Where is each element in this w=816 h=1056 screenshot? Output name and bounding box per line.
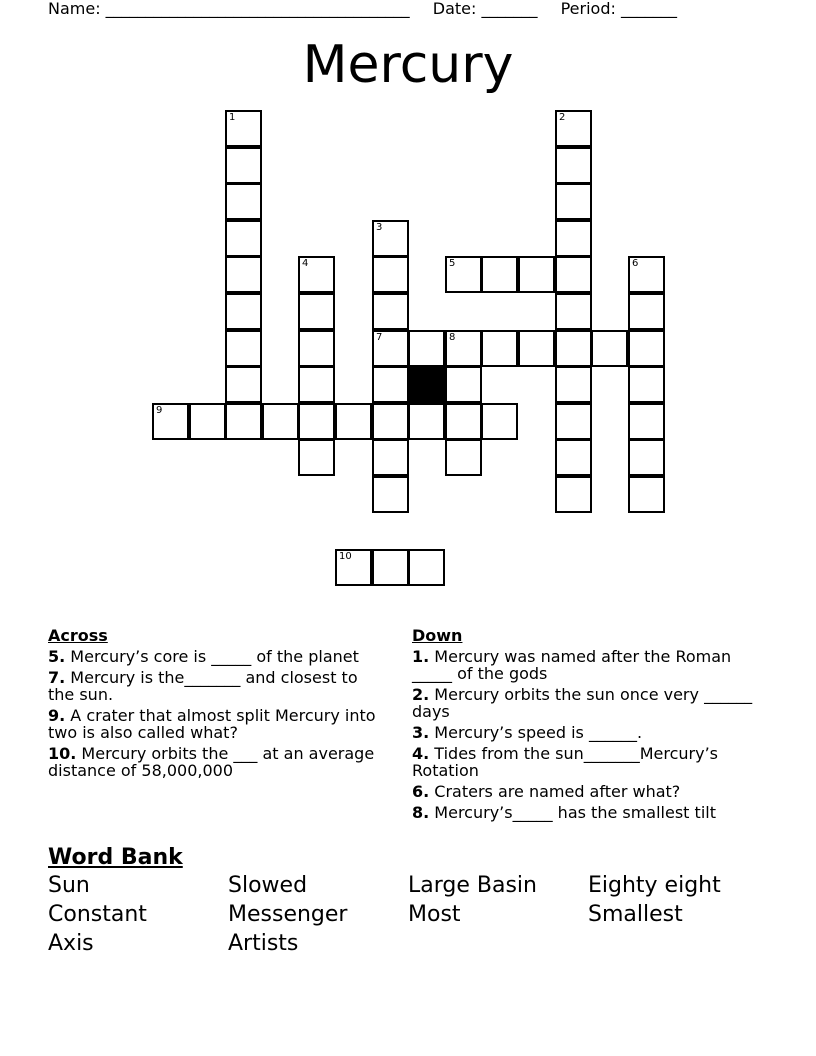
clue-down-6: 6. Craters are named after what? xyxy=(412,782,681,801)
crossword-cell[interactable] xyxy=(225,366,262,403)
clue-down-1: 1. Mercury was named after the Roman _____ of the gods xyxy=(412,647,732,683)
clue-across-5: 5. Mercury’s core is _____ of the planet xyxy=(48,647,359,666)
crossword-cell[interactable] xyxy=(335,403,372,440)
word-bank-item: Constant xyxy=(48,902,147,927)
crossword-cell[interactable] xyxy=(225,330,262,367)
crossword-cell[interactable] xyxy=(555,220,592,257)
crossword-cell[interactable] xyxy=(225,183,262,220)
crossword-cell[interactable] xyxy=(225,147,262,184)
crossword-cell[interactable] xyxy=(445,403,482,440)
crossword-cell[interactable] xyxy=(225,256,262,293)
crossword-cell[interactable] xyxy=(481,403,518,440)
crossword-cell[interactable] xyxy=(481,330,518,367)
clue-number: 4 xyxy=(302,258,309,269)
crossword-cell[interactable] xyxy=(555,256,592,293)
crossword-cell[interactable] xyxy=(152,403,189,440)
crossword-cell[interactable] xyxy=(298,293,335,330)
clue-across-9: 9. A crater that almost split Mercury into two is also called what? xyxy=(48,706,376,742)
word-bank-item: Eighty eight xyxy=(588,873,721,898)
crossword-cell[interactable] xyxy=(372,256,409,293)
down-heading: Down xyxy=(412,626,463,645)
clue-down-4: 4. Tides from the sun_______Mercury’s Rotation xyxy=(412,744,719,780)
crossword-cell[interactable] xyxy=(481,256,518,293)
crossword-cell[interactable] xyxy=(372,549,409,586)
crossword-cell[interactable] xyxy=(628,439,665,476)
crossword-cell[interactable] xyxy=(298,256,335,293)
crossword-cell[interactable] xyxy=(518,330,555,367)
across-heading: Across xyxy=(48,626,108,645)
word-bank-item: Large Basin xyxy=(408,873,537,898)
crossword-cell[interactable] xyxy=(518,256,555,293)
crossword-cell[interactable] xyxy=(628,476,665,513)
clue-number: 2 xyxy=(559,112,566,123)
crossword-cell[interactable] xyxy=(262,403,299,440)
crossword-cell[interactable] xyxy=(555,439,592,476)
crossword-cell[interactable] xyxy=(628,403,665,440)
crossword-cell[interactable] xyxy=(445,439,482,476)
crossword-cell[interactable] xyxy=(555,293,592,330)
crossword-cell[interactable] xyxy=(372,439,409,476)
crossword-cell[interactable] xyxy=(408,330,445,367)
crossword-cell[interactable] xyxy=(189,403,226,440)
crossword-cell[interactable] xyxy=(555,476,592,513)
crossword-cell[interactable] xyxy=(555,403,592,440)
crossword-cell[interactable] xyxy=(628,330,665,367)
crossword-cell[interactable] xyxy=(555,183,592,220)
clue-number: 5 xyxy=(449,258,456,269)
crossword-cell[interactable] xyxy=(335,549,372,586)
word-bank-title: Word Bank xyxy=(48,845,183,870)
word-bank-item: Messenger xyxy=(228,902,348,927)
clue-number: 3 xyxy=(376,222,383,233)
crossword-cell[interactable] xyxy=(225,293,262,330)
clue-number: 9 xyxy=(156,405,163,416)
crossword-cell[interactable] xyxy=(372,476,409,513)
crossword-cell[interactable] xyxy=(445,366,482,403)
page-title: Mercury xyxy=(302,35,514,95)
word-bank-item: Slowed xyxy=(228,873,308,898)
word-bank-item: Axis xyxy=(48,931,94,956)
crossword-cell[interactable] xyxy=(555,147,592,184)
crossword-cell[interactable] xyxy=(591,330,628,367)
crossword-cell[interactable] xyxy=(628,293,665,330)
across-clues xyxy=(48,626,378,783)
clue-across-7: 7. Mercury is the_______ and closest to the sun. xyxy=(48,668,358,704)
crossword-cell[interactable] xyxy=(372,330,409,367)
word-bank-item: Sun xyxy=(48,873,90,898)
word-bank-item: Smallest xyxy=(588,902,683,927)
crossword-cell[interactable] xyxy=(372,293,409,330)
crossword-cell[interactable] xyxy=(555,110,592,147)
crossword-cell[interactable] xyxy=(298,403,335,440)
clue-down-3: 3. Mercury’s speed is ______. xyxy=(412,723,643,742)
word-bank-item: Artists xyxy=(228,931,299,956)
crossword-cell[interactable] xyxy=(408,549,445,586)
crossword-cell[interactable] xyxy=(445,256,482,293)
clue-down-8: 8. Mercury’s_____ has the smallest tilt xyxy=(412,803,716,822)
clue-down-2: 2. Mercury orbits the sun once very ______ days xyxy=(412,685,753,721)
crossword-cell[interactable] xyxy=(225,220,262,257)
crossword-cell[interactable] xyxy=(372,220,409,257)
crossword-cell[interactable] xyxy=(225,110,262,147)
crossword-cell[interactable] xyxy=(298,330,335,367)
crossword-cell[interactable] xyxy=(408,403,445,440)
word-bank-item: Most xyxy=(408,902,461,927)
clue-number: 10 xyxy=(339,551,352,562)
period-field[interactable]: Period: _______ xyxy=(560,0,677,18)
down-clues xyxy=(412,626,762,825)
crossword-cell[interactable] xyxy=(555,330,592,367)
word-bank xyxy=(48,871,768,958)
crossword-cell[interactable] xyxy=(372,366,409,403)
blocked-cell xyxy=(408,366,445,403)
clue-number: 7 xyxy=(376,332,383,343)
clue-across-10: 10. Mercury orbits the ___ at an average distance of 58,000,000 xyxy=(48,744,375,780)
crossword-cell[interactable] xyxy=(372,403,409,440)
clue-number: 6 xyxy=(632,258,639,269)
date-field[interactable]: Date: _______ xyxy=(432,0,538,18)
crossword-cell[interactable] xyxy=(225,403,262,440)
name-field[interactable]: Name: ______________________________________ xyxy=(48,0,410,18)
crossword-cell[interactable] xyxy=(555,366,592,403)
crossword-cell[interactable] xyxy=(445,330,482,367)
clue-number: 1 xyxy=(229,112,236,123)
crossword-cell[interactable] xyxy=(298,439,335,476)
crossword-cell[interactable] xyxy=(628,256,665,293)
clue-number: 8 xyxy=(449,332,456,343)
crossword-cell[interactable] xyxy=(298,366,335,403)
crossword-cell[interactable] xyxy=(628,366,665,403)
